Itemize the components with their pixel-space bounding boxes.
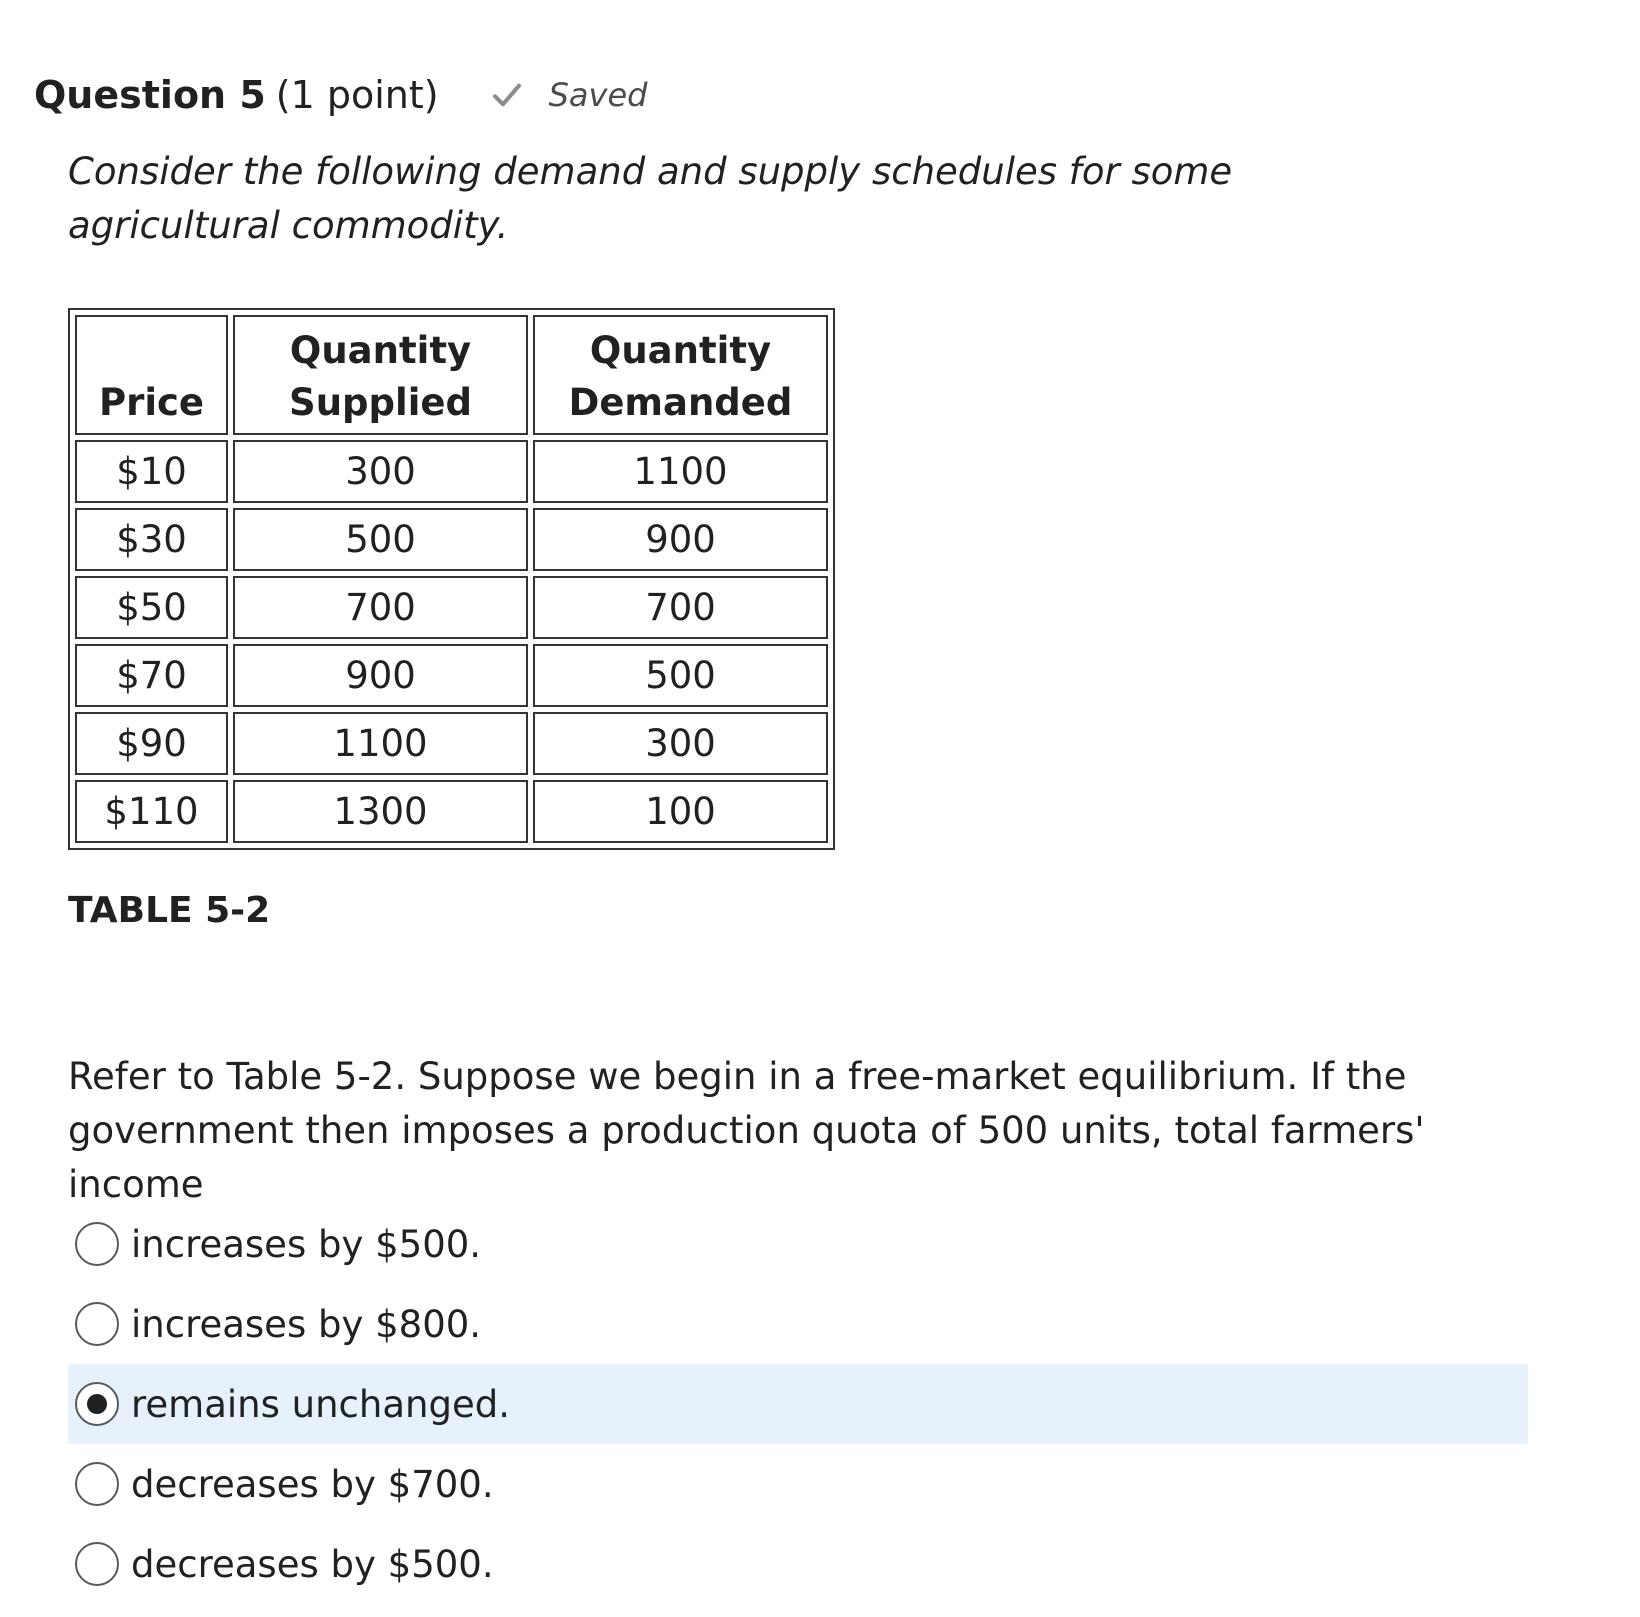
answer-option-2[interactable] — [68, 1284, 1528, 1364]
table-row — [75, 440, 828, 503]
cell-price: $10 — [75, 440, 228, 503]
cell-price: $90 — [75, 712, 228, 775]
cell-price: $70 — [75, 644, 228, 707]
table-row — [75, 780, 828, 843]
cell-quantity-supplied: 700 — [233, 576, 528, 639]
question-header — [34, 70, 647, 120]
table-row — [75, 576, 828, 639]
answer-option-label: decreases by $700. — [131, 1462, 494, 1506]
answer-option-label: decreases by $500. — [131, 1542, 494, 1586]
radio-button[interactable] — [75, 1302, 119, 1346]
table-row — [75, 644, 828, 707]
question-title: Question 5 — [34, 73, 266, 117]
cell-quantity-demanded: 700 — [533, 576, 828, 639]
answer-option-label: increases by $800. — [131, 1302, 482, 1346]
table-header-row — [75, 315, 828, 435]
checkmark-icon — [491, 79, 523, 111]
cell-quantity-supplied: 500 — [233, 508, 528, 571]
header-price: Price — [75, 315, 228, 435]
supply-demand-table — [68, 308, 835, 850]
cell-quantity-supplied: 300 — [233, 440, 528, 503]
cell-price: $30 — [75, 508, 228, 571]
question-points: (1 point) — [275, 73, 439, 117]
table-caption: TABLE 5-2 — [68, 890, 271, 931]
answer-options — [68, 1204, 1528, 1604]
cell-quantity-demanded: 100 — [533, 780, 828, 843]
answer-option-label: increases by $500. — [131, 1222, 482, 1266]
question-prompt: Refer to Table 5-2. Suppose we begin in a free-market equilibrium. If the government then imposes a production quota of 500 units, total farmers' income — [68, 1055, 1425, 1206]
cell-quantity-demanded: 1100 — [533, 440, 828, 503]
saved-status — [491, 76, 648, 114]
cell-quantity-demanded: 300 — [533, 712, 828, 775]
answer-option-1[interactable] — [68, 1204, 1528, 1284]
cell-price: $50 — [75, 576, 228, 639]
answer-option-3[interactable] — [68, 1364, 1528, 1444]
saved-label: Saved — [548, 76, 648, 114]
answer-option-label: remains unchanged. — [131, 1382, 510, 1426]
cell-quantity-demanded: 900 — [533, 508, 828, 571]
header-quantity-demanded: Quantity Demanded — [533, 315, 828, 435]
radio-selected-dot — [87, 1394, 107, 1414]
cell-quantity-demanded: 500 — [533, 644, 828, 707]
cell-quantity-supplied: 1100 — [233, 712, 528, 775]
radio-button[interactable] — [75, 1542, 119, 1586]
answer-option-4[interactable] — [68, 1444, 1528, 1524]
radio-button[interactable] — [75, 1382, 119, 1426]
cell-quantity-supplied: 900 — [233, 644, 528, 707]
radio-button[interactable] — [75, 1462, 119, 1506]
table-row — [75, 508, 828, 571]
cell-quantity-supplied: 1300 — [233, 780, 528, 843]
radio-button[interactable] — [75, 1222, 119, 1266]
answer-option-5[interactable] — [68, 1524, 1528, 1604]
table-row — [75, 712, 828, 775]
cell-price: $110 — [75, 780, 228, 843]
header-quantity-supplied: Quantity Supplied — [233, 315, 528, 435]
question-intro: Consider the following demand and supply schedules for some agricultural commodity. — [68, 150, 1233, 247]
